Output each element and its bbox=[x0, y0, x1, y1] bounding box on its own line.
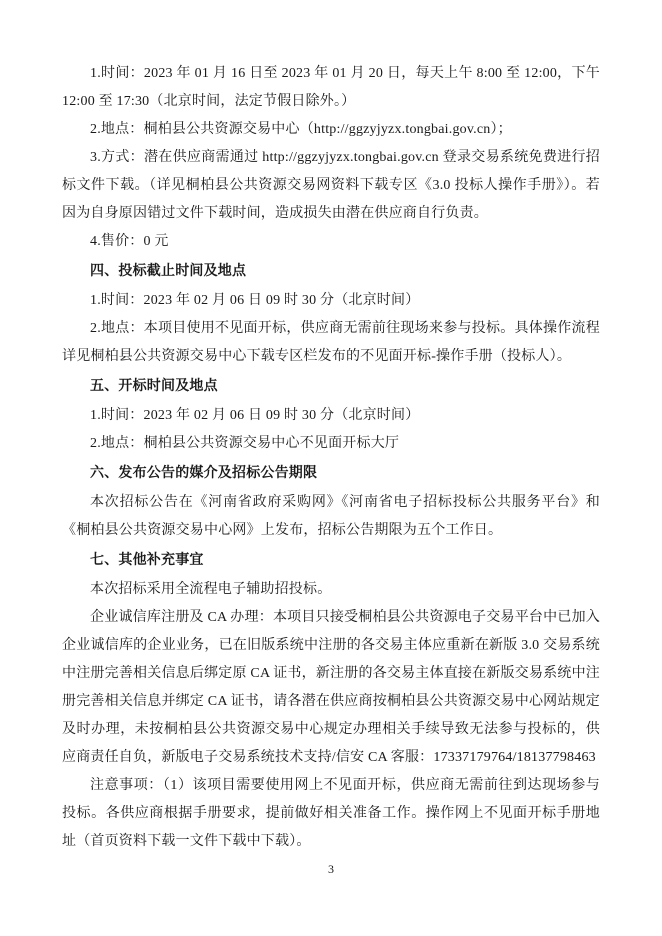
para-opening-location: 2.地点：桐柏县公共资源交易中心不见面开标大厅 bbox=[90, 436, 400, 451]
para-download-method: 3.方式：潜在供应商需通过 http://ggzyjyzx.tongbai.gov.cn 登录交易系统免费进行招标文件下载。（详见桐柏县公共资源交易网资料下载专区《3.0 投标人操作手册》）。若因为自身原因错过文件下载时间，造成损失由潜在供应商自行负责。 bbox=[62, 150, 600, 221]
para-document-price: 4.售价：0 元 bbox=[90, 234, 169, 249]
para-opening-time: 1.时间：2023 年 02 月 06 日 09 时 30 分（北京时间） bbox=[90, 408, 420, 423]
page-number: 3 bbox=[328, 862, 334, 876]
para-deadline-location: 2.地点：本项目使用不见面开标，供应商无需前往现场来参与投标。具体操作流程详见桐柏县公共资源交易中心下载专区栏发布的不见面开标-操作手册（投标人）。 bbox=[62, 321, 600, 364]
heading-section-5-bid-opening: 五、开标时间及地点 bbox=[90, 379, 218, 394]
para-deadline-time: 1.时间：2023 年 02 月 06 日 09 时 30 分（北京时间） bbox=[90, 293, 420, 308]
para-download-time: 1.时间：2023 年 01 月 16 日至 2023 年 01 月 20 日，每天上午 8:00 至 12:00，下午 12:00 至 17:30（北京时间，法定节假日除外。） bbox=[62, 66, 600, 109]
para-notes: 注意事项：（1）该项目需要使用网上不见面开标，供应商无需前往到达现场参与投标。各供应商根据手册要求，提前做好相关准备工作。操作网上不见面开标手册地址（首页资料下载一文件下载中下载）。 bbox=[62, 778, 600, 849]
para-download-location: 2.地点：桐柏县公共资源交易中心（http://ggzyjyzx.tongbai.gov.cn）； bbox=[90, 122, 512, 137]
para-announcement-media: 本次招标公告在《河南省政府采购网》《河南省电子招标投标公共服务平台》和《桐柏县公共资源交易中心网》上发布，招标公告期限为五个工作日。 bbox=[62, 495, 600, 538]
para-ca-registration: 企业诚信库注册及 CA 办理：本项目只接受桐柏县公共资源电子交易平台中已加入企业诚信库的企业业务，已在旧版系统中注册的各交易主体应重新在新版 3.0 交易系统中注册完善相关信息后绑定原 CA 证书，新注册的各交易主体直接在新版交易系统中注册完善相关信息并绑定 CA 证书，请各潜在供应商按桐柏县公共资源交易中心网站规定及时办理，未按桐柏县公共资源交易中心规定办理相关手续导致无法参与投标的，供应商责任自负，新版电子交易系统技术支持/信安 CA 客服：17337179764/18137798463 bbox=[62, 610, 600, 765]
heading-section-4-bid-deadline: 四、投标截止时间及地点 bbox=[90, 264, 247, 279]
heading-section-7-supplementary: 七、其他补充事宜 bbox=[90, 553, 204, 568]
para-e-bidding-process: 本次招标采用全流程电子辅助招投标。 bbox=[90, 582, 332, 597]
document-body bbox=[62, 60, 600, 856]
heading-section-6-announcement-media: 六、发布公告的媒介及招标公告期限 bbox=[90, 466, 318, 481]
